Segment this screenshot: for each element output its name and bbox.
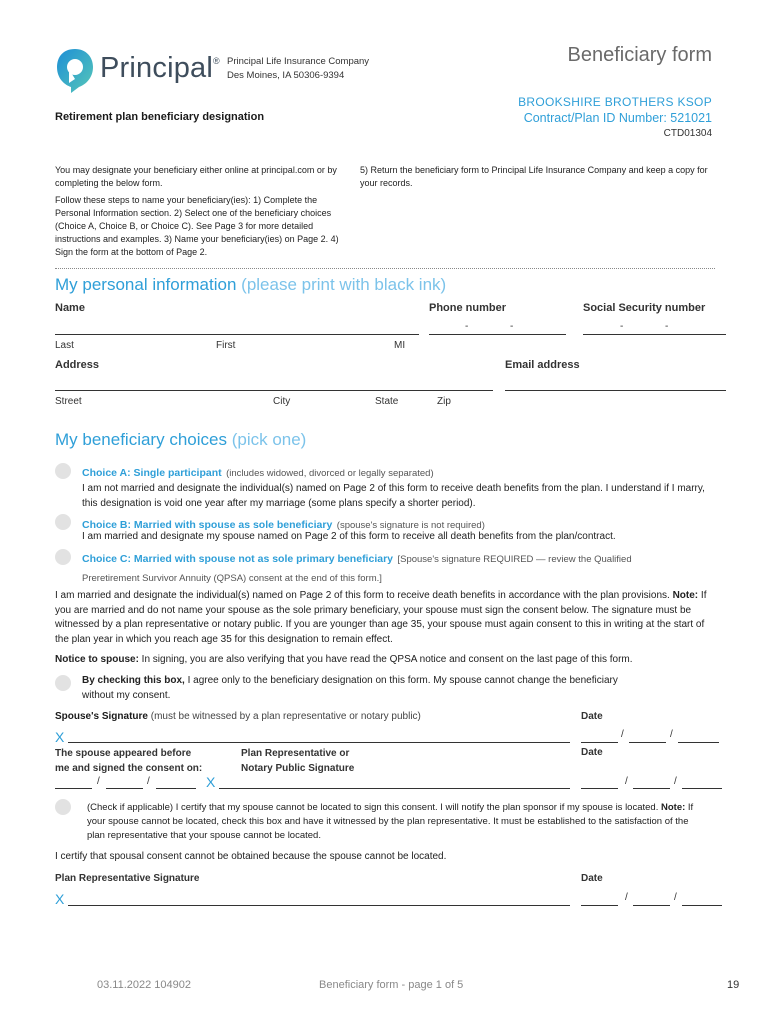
date-slash: /: [621, 729, 624, 740]
ssn-dash-1: -: [620, 321, 624, 332]
choice-c-body: I am married and designate the individual(s) named on Page 2 of this form to receive death benefits in accordance with the plan provisions. Note: If you are married and do not name your spouse as the sole primary beneficiary, your spouse must sign the consent below. The signature must be witnessed by a plan representative or notary public. If you are younger than age 35, your spouse must again consent to this in writing at the start of the plan year in which you reach age 35 for this designation to remain effect.: [55, 590, 707, 645]
notary-date-label: Date: [581, 747, 603, 758]
mi-label: MI: [394, 340, 406, 351]
spouse-date-label: Date: [581, 711, 603, 722]
address-field[interactable]: [55, 390, 493, 391]
personal-info-heading: My personal information (please print with black ink): [55, 275, 447, 294]
intro-left-p2: Follow these steps to name your beneficiary(ies): 1) Complete the Personal Information section. 2) Select one of the beneficiary choices (Choice A, Choice B, or Choice C). See Page 3 for more detailed instructions and examples. 3) Name your beneficiary(ies) on Page 2. 4) Sign the form at the bottom of Page 2.: [55, 195, 339, 257]
consent-date-day[interactable]: [106, 788, 143, 789]
company-address: Principal Life Insurance Company Des Moines, IA 50306-9394: [227, 56, 370, 81]
divider: [55, 268, 715, 269]
rep-date-month[interactable]: [581, 905, 618, 906]
rep-date-day[interactable]: [633, 905, 670, 906]
date-slash: /: [625, 776, 628, 787]
spouse-not-located-checkbox[interactable]: [55, 799, 71, 815]
date-slash: /: [674, 776, 677, 787]
rep-signature-field[interactable]: [68, 905, 570, 906]
date-slash: /: [674, 892, 677, 903]
footer-date-code: 03.11.2022 104902: [97, 979, 191, 991]
consent-date-month[interactable]: [55, 788, 92, 789]
plan-id: Contract/Plan ID Number: 521021: [523, 111, 712, 125]
name-label: Name: [55, 302, 85, 314]
name-field[interactable]: [55, 334, 419, 335]
phone-field[interactable]: [429, 334, 566, 335]
rep-sign-x: X: [55, 891, 65, 907]
choice-c-title: Choice C: Married with spouse not as sole primary beneficiary [Spouse's signature REQUIRED — review the Qualified Preretirement Survivor Annuity (QPSA) consent at the end of this form.]: [82, 553, 632, 584]
date-slash: /: [670, 729, 673, 740]
rep-date-label: Date: [581, 873, 603, 884]
logo-wordmark: Principal®: [100, 52, 220, 84]
spouse-consent-checkbox[interactable]: [55, 675, 71, 691]
notary-date-month[interactable]: [581, 788, 618, 789]
ssn-field[interactable]: [583, 334, 726, 335]
consent-date-year[interactable]: [156, 788, 196, 789]
spouse-date-month[interactable]: [581, 742, 618, 743]
choice-b-radio[interactable]: [55, 514, 71, 530]
email-label: Email address: [505, 359, 580, 371]
choice-a-radio[interactable]: [55, 463, 71, 479]
spouse-date-day[interactable]: [629, 742, 666, 743]
choice-a-title: Choice A: Single participant (includes widowed, divorced or legally separated): [82, 467, 434, 479]
rep-date-year[interactable]: [682, 905, 722, 906]
footer-page-number: 19: [727, 979, 740, 991]
choice-b-title: Choice B: Married with spouse as sole beneficiary (spouse's signature is not required): [82, 519, 485, 531]
date-slash: /: [147, 776, 150, 787]
ssn-label: Social Security number: [583, 302, 706, 314]
notary-date-year[interactable]: [682, 788, 722, 789]
principal-logo-icon: [55, 47, 95, 95]
choice-c-radio[interactable]: [55, 549, 71, 565]
choice-a-body: I am not married and designate the individual(s) named on Page 2 of this form to receive death benefits from the plan. I understand if I marry, this designation is void one year after my marriage (some plans specify a shorter period).: [82, 483, 705, 509]
page-subtitle: Retirement plan beneficiary designation: [55, 111, 265, 123]
spouse-consent-text: By checking this box, I agree only to the beneficiary designation on this form. My spouse cannot change the beneficiary without my consent.: [82, 675, 618, 701]
footer-page-label: Beneficiary form - page 1 of 5: [319, 979, 464, 991]
rep-signature-label: Plan Representative Signature: [55, 873, 200, 884]
first-label: First: [216, 340, 236, 351]
plan-code: CTD01304: [663, 128, 712, 139]
form-title: Beneficiary form: [567, 44, 712, 66]
notary-sign-x: X: [206, 774, 216, 790]
notice-to-spouse: Notice to spouse: In signing, you are also verifying that you have read the QPSA notice and consent on the last page of this form.: [55, 654, 633, 665]
email-field[interactable]: [505, 390, 726, 391]
phone-dash-2: -: [510, 321, 514, 332]
notary-date-day[interactable]: [633, 788, 670, 789]
intro-left-p1: You may designate your beneficiary either online at principal.com or by completing the below form.: [55, 165, 337, 188]
zip-label: Zip: [437, 396, 451, 407]
last-label: Last: [55, 340, 74, 351]
intro-right-p1: 5) Return the beneficiary form to Principal Life Insurance Company and keep a copy for your records.: [360, 165, 708, 188]
choices-heading: My beneficiary choices (pick one): [55, 430, 307, 449]
phone-label: Phone number: [429, 302, 507, 314]
notary-label: Plan Representative or Notary Public Signature: [241, 748, 355, 774]
certify-text: I certify that spousal consent cannot be obtained because the spouse cannot be located.: [55, 851, 447, 862]
choice-b-body: I am married and designate my spouse named on Page 2 of this form to receive all death benefits from the plan/contract.: [82, 531, 616, 542]
date-slash: /: [625, 892, 628, 903]
state-label: State: [375, 396, 399, 407]
spouse-signature-field[interactable]: [68, 742, 570, 743]
street-label: Street: [55, 396, 82, 407]
spouse-signature-label: Spouse's Signature (must be witnessed by a plan representative or notary public): [55, 711, 421, 722]
spouse-sign-x: X: [55, 729, 65, 745]
address-label: Address: [55, 359, 100, 371]
spouse-date-year[interactable]: [678, 742, 719, 743]
city-label: City: [273, 396, 291, 407]
spouse-not-located-text: (Check if applicable) I certify that my spouse cannot be located to sign this consent. I will notify the plan sponsor if my spouse is located. Note: If your spouse cannot be located, check this box and have it witnessed by the plan representative. It must be established to the satisfaction of the plan representative that your spouse cannot be located.: [87, 802, 694, 841]
plan-name: BROOKSHIRE BROTHERS KSOP: [518, 95, 712, 109]
appeared-label: The spouse appeared before me and signed the consent on:: [55, 748, 203, 774]
phone-dash-1: -: [465, 321, 469, 332]
date-slash: /: [97, 776, 100, 787]
ssn-dash-2: -: [665, 321, 669, 332]
notary-signature-field[interactable]: [219, 788, 570, 789]
